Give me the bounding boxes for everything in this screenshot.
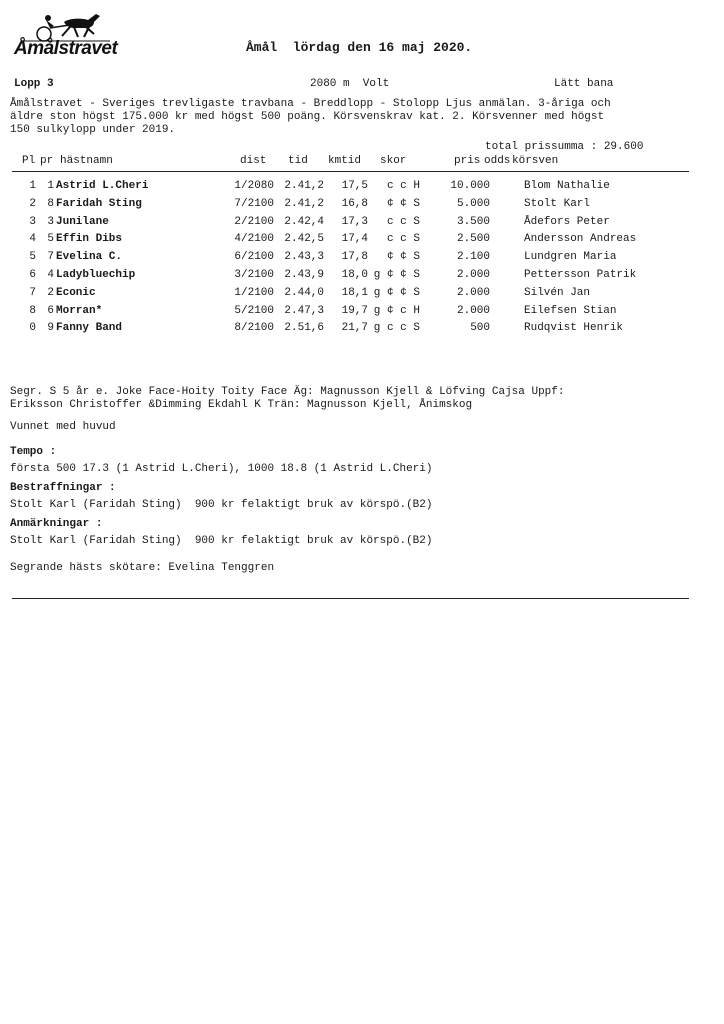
cell-horse-name: Econic xyxy=(56,286,96,299)
cell-km-time: 18,0 xyxy=(341,269,368,281)
footer-rule xyxy=(12,598,689,599)
race-distance: 2080 m Volt xyxy=(310,78,390,90)
cell-prize: 10.000 xyxy=(450,180,490,192)
cell-driver: Silvén Jan xyxy=(524,286,591,299)
track-logo xyxy=(14,10,124,66)
col-header-driver: körsven xyxy=(512,155,559,167)
cell-km-time: 17,3 xyxy=(341,215,368,228)
cell-distance: 5/2100 xyxy=(234,304,274,317)
penalties-text: Stolt Karl (Faridah Sting) 900 kr felaktigt bruk av körspö.(B2) xyxy=(10,499,433,511)
cell-driver: Pettersson Patrik xyxy=(524,269,637,281)
remarks-text: Stolt Karl (Faridah Sting) 900 kr felaktigt bruk av körspö.(B2) xyxy=(10,535,433,547)
table-row xyxy=(0,251,724,269)
cell-driver: Blom Nathalie xyxy=(524,180,610,192)
cell-time: 2.41,2 xyxy=(284,197,324,210)
cell-time: 2.43,9 xyxy=(284,269,324,281)
cell-km-time: 18,1 xyxy=(341,286,368,299)
col-header-kmtid: kmtid xyxy=(328,155,362,167)
cell-post-position: 5 xyxy=(47,233,54,246)
cell-placement: 3 xyxy=(29,215,36,228)
cell-post-position: 6 xyxy=(47,304,54,317)
cell-post-position: 9 xyxy=(47,322,54,335)
cell-post-position: 3 xyxy=(47,215,54,228)
race-description-line-1: Åmålstravet - Sveriges trevligaste travbana - Breddlopp - Stolopp Ljus anmälan. 3-åriga och xyxy=(10,98,611,110)
groom-info: Segrande hästs skötare: Evelina Tenggren xyxy=(10,562,275,574)
page-title: Åmål lördag den 16 maj 2020. xyxy=(246,40,473,55)
table-row xyxy=(0,233,724,251)
table-row xyxy=(0,216,724,234)
cell-distance: 4/2100 xyxy=(234,233,274,246)
cell-km-time: 17,8 xyxy=(341,251,368,264)
table-row xyxy=(0,305,724,323)
cell-horse-name: Junilane xyxy=(56,215,109,228)
cell-placement: 5 xyxy=(29,251,36,264)
cell-post-position: 7 xyxy=(47,251,54,264)
cell-prize: 5.000 xyxy=(456,197,490,210)
cell-horse-name: Astrid L.Cheri xyxy=(56,180,149,192)
cell-placement: 7 xyxy=(29,286,36,299)
col-header-tid: tid xyxy=(288,155,308,167)
cell-placement: 2 xyxy=(29,197,36,210)
cell-driver: Rudqvist Henrik xyxy=(524,322,624,335)
col-header-pl: Pl xyxy=(22,155,36,167)
cell-distance: 2/2100 xyxy=(234,215,274,228)
tempo-label: Tempo : xyxy=(10,446,57,458)
col-header-horse: hästnamn xyxy=(60,155,113,167)
col-header-pris: pris xyxy=(454,155,481,167)
cell-shoes: ¢ ¢ S xyxy=(386,251,420,264)
cell-placement: 0 xyxy=(29,322,36,335)
cell-distance: 6/2100 xyxy=(234,251,274,264)
cell-prize: 500 xyxy=(470,322,490,335)
table-row xyxy=(0,198,724,216)
cell-time: 2.47,3 xyxy=(284,304,324,317)
cell-placement: 4 xyxy=(29,233,36,246)
col-header-odds: odds xyxy=(484,155,511,167)
cell-horse-name: Effin Dibs xyxy=(56,233,123,246)
col-header-pr: pr xyxy=(40,155,54,167)
cell-driver: Andersson Andreas xyxy=(524,233,637,246)
tempo-text: första 500 17.3 (1 Astrid L.Cheri), 1000 18.8 (1 Astrid L.Cheri) xyxy=(10,463,433,475)
cell-driver: Lundgren Maria xyxy=(524,251,617,264)
cell-post-position: 4 xyxy=(47,269,54,281)
cell-shoes: ¢ ¢ S xyxy=(386,197,420,210)
cell-km-time: 16,8 xyxy=(341,197,368,210)
cell-placement: 1 xyxy=(29,180,36,192)
cell-post-position: 1 xyxy=(47,180,54,192)
table-row xyxy=(0,180,724,198)
cell-km-time: 17,5 xyxy=(341,180,368,192)
cell-distance: 8/2100 xyxy=(234,322,274,335)
cell-placement: 8 xyxy=(29,304,36,317)
cell-driver: Eilefsen Stian xyxy=(524,304,617,317)
cell-prize: 2.000 xyxy=(456,269,490,281)
cell-distance: 1/2100 xyxy=(234,286,274,299)
cell-prize: 2.500 xyxy=(456,233,490,246)
cell-time: 2.43,3 xyxy=(284,251,324,264)
cell-km-time: 21,7 xyxy=(341,322,368,335)
cell-time: 2.51,6 xyxy=(284,322,324,335)
race-number: Lopp 3 xyxy=(14,78,54,90)
cell-horse-name: Fanny Band xyxy=(56,322,123,335)
penalties-label: Bestraffningar : xyxy=(10,482,116,494)
col-header-skor: skor xyxy=(380,155,407,167)
table-row xyxy=(0,287,724,305)
cell-distance: 3/2100 xyxy=(234,269,274,281)
cell-horse-name: Ladybluechip xyxy=(56,269,136,281)
winner-info-line-1: Segr. S 5 år e. Joke Face-Hoity Toity Face Äg: Magnusson Kjell & Löfving Cajsa Uppf: xyxy=(10,386,565,398)
cell-time: 2.41,2 xyxy=(284,180,324,192)
cell-shoes: c c S xyxy=(386,215,420,228)
cell-prize: 2.000 xyxy=(456,304,490,317)
cell-time: 2.42,4 xyxy=(284,215,324,228)
cell-prize: 2.000 xyxy=(456,286,490,299)
cell-placement: 6 xyxy=(29,269,36,281)
cell-shoes: c c S xyxy=(386,233,420,246)
cell-driver: Ådefors Peter xyxy=(524,215,610,228)
cell-shoes: g ¢ c H xyxy=(373,304,420,317)
col-header-dist: dist xyxy=(240,155,267,167)
winner-info-line-2: Eriksson Christoffer &Dimming Ekdahl K Trän: Magnusson Kjell, Ånimskog xyxy=(10,399,473,411)
cell-time: 2.42,5 xyxy=(284,233,324,246)
cell-horse-name: Faridah Sting xyxy=(56,197,142,210)
cell-horse-name: Morran* xyxy=(56,304,103,317)
cell-shoes: g c c S xyxy=(373,322,420,335)
cell-distance: 7/2100 xyxy=(234,197,274,210)
logo-text: Åmålstravet xyxy=(14,38,118,59)
cell-prize: 2.100 xyxy=(456,251,490,264)
cell-post-position: 8 xyxy=(47,197,54,210)
remarks-label: Anmärkningar : xyxy=(10,518,103,530)
total-prize: total prissumma : 29.600 xyxy=(485,141,644,153)
winning-margin: Vunnet med huvud xyxy=(10,421,116,433)
cell-shoes: c c H xyxy=(386,180,420,192)
cell-prize: 3.500 xyxy=(456,215,490,228)
cell-post-position: 2 xyxy=(47,286,54,299)
cell-shoes: g ¢ ¢ S xyxy=(373,269,420,281)
cell-shoes: g ¢ ¢ S xyxy=(373,286,420,299)
cell-km-time: 19,7 xyxy=(341,304,368,317)
cell-km-time: 17,4 xyxy=(341,233,368,246)
cell-driver: Stolt Karl xyxy=(524,197,591,210)
table-row xyxy=(0,269,724,287)
cell-time: 2.44,0 xyxy=(284,286,324,299)
track-condition: Lätt bana xyxy=(554,78,614,90)
cell-horse-name: Evelina C. xyxy=(56,251,123,264)
race-description-line-2: äldre ston högst 175.000 kr med högst 500 poäng. Körsvenskrav kat. 2. Körsvenner med högst xyxy=(10,111,605,123)
race-description-line-3: 150 sulkylopp under 2019. xyxy=(10,124,176,136)
table-row xyxy=(0,322,724,340)
header-rule xyxy=(12,171,689,172)
cell-distance: 1/2080 xyxy=(234,180,274,192)
